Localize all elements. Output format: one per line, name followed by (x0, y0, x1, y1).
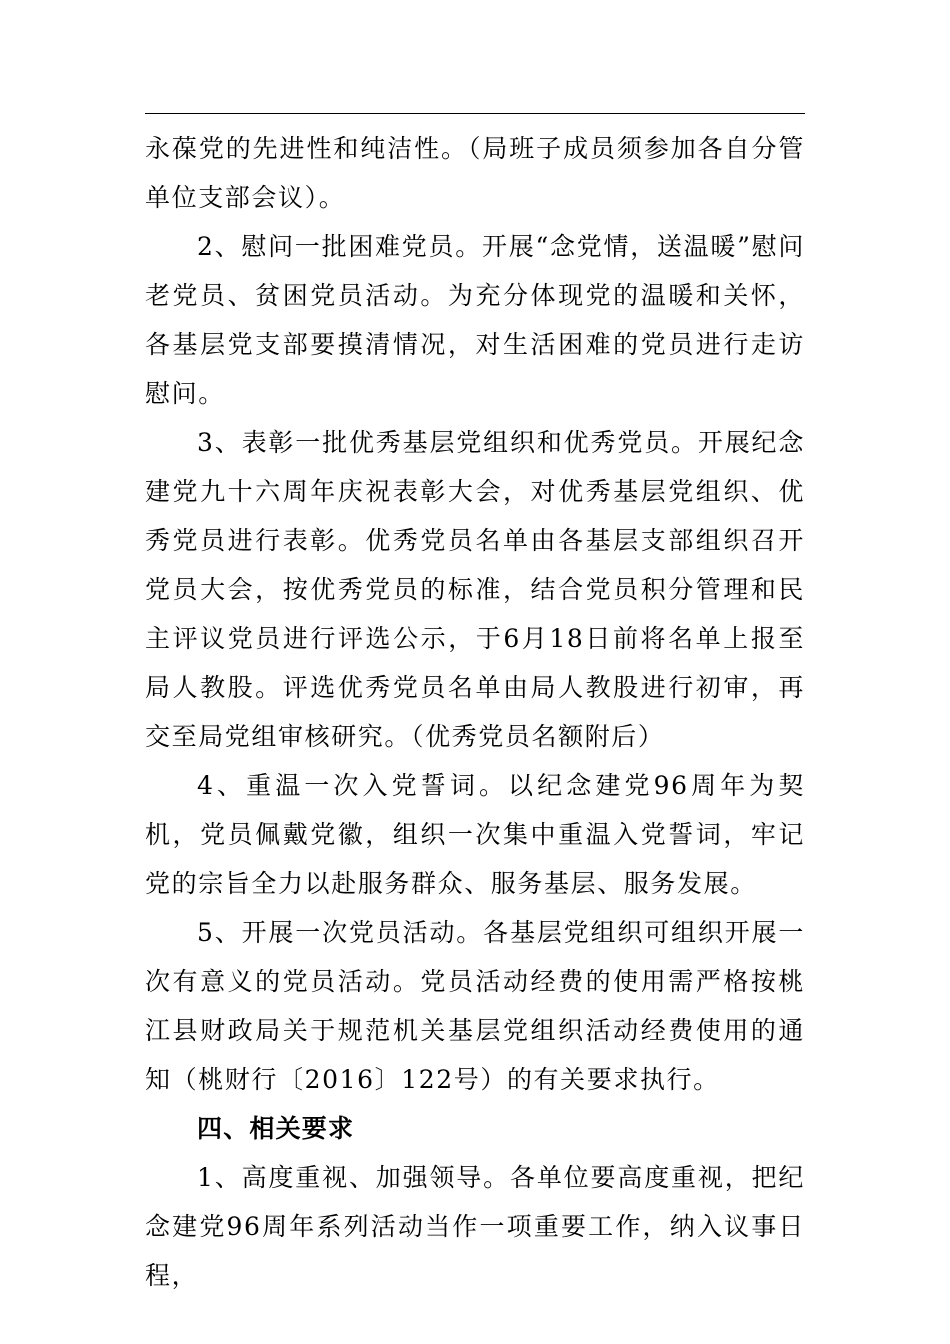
paragraph-item-5: 5、开展一次党员活动。各基层党组织可组织开展一次有意义的党员活动。党员活动经费的使用需严格按桃江县财政局关于规范机关基层党组织活动经费使用的通知（桃财行〔2016〕122号）的有关要求执行。 (145, 918, 805, 1094)
paragraph-item-4: 4、重温一次入党誓词。以纪念建党96周年为契机，党员佩戴党徽，组织一次集中重温入党誓词，牢记党的宗旨全力以赴服务群众、服务基层、服务发展。 (145, 771, 805, 898)
paragraph-item-3: 3、表彰一批优秀基层党组织和优秀党员。开展纪念建党九十六周年庆祝表彰大会，对优秀基层党组织、优秀党员进行表彰。优秀党员名单由各基层支部组织召开党员大会，按优秀党员的标准，结合党员积分管理和民主评议党员进行评选公示，于6月18日前将名单上报至局人教股。评选优秀党员名单由局人教股进行初审，再交至局党组审核研究。（优秀党员名额附后） (145, 428, 805, 751)
header-rule (145, 113, 805, 114)
paragraph-continuation: 永葆党的先进性和纯洁性。（局班子成员须参加各自分管单位支部会议）。 (145, 134, 805, 212)
paragraph-requirement-1: 1、高度重视、加强领导。各单位要高度重视，把纪念建党96周年系列活动当作一项重要工作，纳入议事日程， (145, 1163, 805, 1290)
document-body (145, 124, 805, 1300)
section-heading-requirements: 四、相关要求 (197, 1114, 355, 1143)
paragraph-item-2: 2、慰问一批困难党员。开展“念党情，送温暖”慰问老党员、贫困党员活动。为充分体现党的温暖和关怀，各基层党支部要摸清情况，对生活困难的党员进行走访慰问。 (145, 232, 805, 408)
